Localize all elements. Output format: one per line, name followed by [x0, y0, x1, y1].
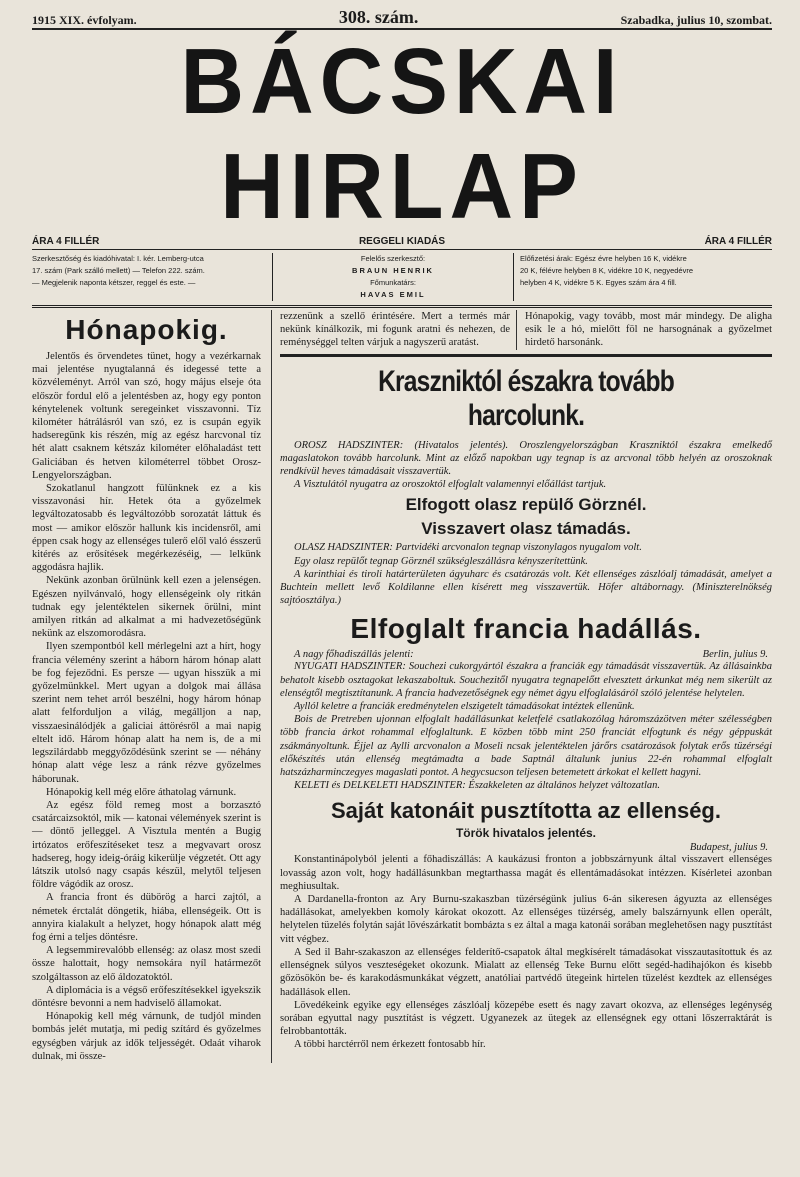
edition: REGGELI KIADÁS	[358, 236, 446, 247]
coworker-name: HAVAS EMIL	[360, 290, 426, 299]
dateline-berlin	[280, 649, 772, 660]
info-left-line: Szerkesztőség és kiadóhivatal: I. kér. Lemberg-utca	[32, 254, 204, 263]
headline-turkish: Saját katonáit pusztította az ellenség.	[331, 798, 721, 824]
editorial-paragraph: Nekünk azonban örülnünk kell ezen a jelenségen. Egészen nyilvánvaló, hogy ellenségeink oly ritkán tudnak egy jelentéktelen sikernek örülni, mint amilyen ritkán ad alkalmat a mi hadvezetőségünk nekünk az elszomorodásra.	[32, 575, 261, 640]
issue-date: Szabadka, julius 10, szombat.	[620, 13, 772, 27]
editorial-continuation	[280, 310, 772, 357]
info-right-line: Előfizetési árak: Egész évre helyben 16 K, vidékre	[520, 254, 687, 263]
left-column	[32, 310, 272, 1063]
info-right	[514, 253, 772, 301]
headline-gorz: Elfogott olasz repülő Görznél.	[405, 495, 647, 515]
article-paragraph: A Dardanella-fronton az Ary Burnu-szakaszban tüzérségünk julius 6-án sikeresen ágyuzta az ellenséges hadállásokat, amelyekben komoly károkat okozott. Az ellenséges tüzérség, amely balszárnyunk ellen operált, helytelen tüzelés folytán saját lövészárkatit bombázta s ez által a maga katonái sorában meglehetősen nagy pusztítást vitt végbez.	[280, 894, 772, 945]
top-line	[32, 6, 772, 30]
editorial-paragraph: A diplomácia is a végső erőfeszítésekkel igyekszik döntésre bevonni a nem hadviselő államokat.	[32, 984, 261, 1009]
article-paragraph: A többi harctérről nem érkezett fontosabb hír.	[294, 1039, 486, 1051]
info-right-line: helyben 4 K, vidékre 5 K. Egyes szám ára 4 fill.	[520, 278, 677, 287]
article-paragraph: NYUGATI HADSZINTER: Souchezi cukorgyártól északra a franciák egy támadását visszavertük. Az állásainkba behatolt kisebb osztagokat lekaszaboltuk. Souchezitől nyugatra tegnapelőtt elvesztett árkunkat még nem sikerült az elenségtől megtisztítanunk. A francia hadvezetőségnek egy német ágyu elfoglalásáról szóló jelentése helytelen.	[280, 661, 772, 699]
article-paragraph: A karinthiai és tiroli határterületen ágyuharc és csatározás volt. Két ellenséges zászlóalj támadását, amelyet a Buchtein mellett levő Koldilanne ellen kísérett meg visszavertük. Höfer altábornagy. (Miniszterelnökség sajtóosztálya.)	[280, 568, 772, 607]
volume: 1915 XIX. évfolyam.	[32, 13, 137, 27]
subheadline-turkish: Török hivatalos jelentés.	[455, 826, 597, 841]
article-dateline: Budapest, julius 9.	[689, 842, 768, 854]
article-paragraph: OLASZ HADSZINTER: Partvidéki arcvonalon tegnap viszonylagos nyugalom volt.	[294, 542, 642, 554]
editorial-paragraph: Szokatlanul hangzott fülünknek ez a kis visszavonási hír. Hetek óta a győzelmek legváltozatosabb és legváltozóbb sorozatát láttuk és most — amikor először hallunk kis incidensről, ami éppen csak hogy az ellenséges tulerő elől való ésszerű kitérés az erősítések megérkezéséig, — lelkünk aggodásra hajlik.	[32, 483, 261, 574]
article-dateline: Berlin, julius 9.	[702, 649, 768, 661]
article-paragraph: Egy olasz repülőt tegnap Görznél szükségleszállásra kényszerítettünk.	[294, 555, 588, 567]
issue-number: 308. szám.	[338, 7, 419, 27]
article-paragraph: A Sed il Bahr-szakaszon az ellenséges felderítő-csapatok által megkísérelt támadásokat visszautasítottuk és az ellenségnek súlyos veszteségeket okozunk. Mialatt az ellenség Teke Burnu előtt segéd-hadihajókon és kisebb gőzösökön be- és karakodásmunkákat végzett, anatóliai partvédő ütegeink hirtelen tüzelést kezdtek az ellenséges hadállások ellen.	[280, 946, 772, 998]
info-bar	[32, 250, 772, 308]
editorial-paragraph: Ilyen szempontból kell mérlegelni azt a hírt, hogy francia vélemény szerint a háborn három hónap alatt be fog fejeződni. Es persze — ugyan hisszük a mi győzelmünkkel. Mert ugyan a dolgok mai állása szerint nem tehet arról beszélni, hogy három hónap alatt felforduljon a világ, megálljon a nap, visszaesinálódjék a galiciai áttörésről a mai napig eltelt idő. Három hónap alatt ha nem is, de a mi legszilárdabb meggyőződésünk szerint se — néhány hónap alatt vége lesz a ránk rézve győzelmes háborunak.	[32, 641, 261, 785]
info-left-line: 17. szám (Park szálló mellett) — Telefon 222. szám.	[32, 266, 205, 275]
price-left: ÁRA 4 FILLÉR	[32, 236, 100, 247]
price-right: ÁRA 4 FILLÉR	[704, 236, 772, 247]
editorial-paragraph: A francia front és dübörög a harci zajtól, a németek érctalát döngetik, hiába, ellenségeik. Ott is annyira kialakult a helyzet, hogy hónapok alatt még fog érni a teljes döntésre.	[32, 892, 261, 943]
editorial-paragraph: Hónapokig kell még várnunk, de tudjól minden bombás jelét mutatja, mi pedig szítárd és győzelmes egységben várjuk az idők teljességét. Odaát viharok dulnak, mi össze-	[32, 1011, 261, 1062]
content-columns	[32, 310, 772, 1063]
article-paragraph: Ayllól keletre a franciák eredménytelen elszigetelt támadásokat intéztek ellenünk.	[294, 701, 635, 713]
dateline-budapest	[280, 842, 772, 853]
headline-french: Elfoglalt francia hadállás.	[350, 613, 702, 645]
continuation-right: Hónapokig, vagy tovább, most már mindegy. De aligha esik le a hó, mielőtt föl ne harsognának a győzelmet hirdető harsonánk.	[525, 311, 772, 349]
info-mid	[272, 253, 514, 301]
info-left	[32, 253, 272, 301]
continuation-left: rezzenünk a szellő érintésére. Mert a termés már nekünk kínálkozik, mi fogunk aratni és nehezen, de reménységgel telten várjuk a nagyszerű aratást.	[280, 311, 510, 349]
article-paragraph: A Visztulától nyugatra az oroszoktól elfoglalt valamennyi előállást tartjuk.	[294, 479, 607, 491]
right-column	[272, 310, 772, 1063]
editor-name: BRAUN HENRIK	[352, 266, 434, 275]
headline-krasznik: Kraszniktól északra tovább harcolunk.	[378, 364, 674, 432]
editorial-paragraph: Jelentős és örvendetes tünet, hogy a vezérkarnak mai jelentése nyugtalanná és idegessé tette a közvéleményt. Arról van szó, hogy május elseje óta először fordul elő a jelentésben az, hogy egy ponton kénytelenek voltunk seregeinket visszavonni. Tíz kilométer hátrálásról van szó, ez is csupán egyik hadseregünk kis részén, míg az egész harcvonal tíz hét alatt csaknem kétszáz kilométer előhaladást tett Galiciában és hetven kilométerrel többet Orosz-Lengyelországban.	[32, 351, 261, 481]
article-paragraph: Bois de Pretreben ujonnan elfoglalt hadállásunkat keletfelé csatlakozólag háromszázötven méter szélességben több francia árkot rohammal elfoglaltunk. E közben több mint 250 franciát elfogtunk és négy géppuskát zsákmányoltunk. Éjjel az Aylli arcvonalon a Moseli ncsak jelentéktelen járőrs csatározások folytak erős tüzérségi előkészítés után ellenség megtámadta a bade Saptnál általunk junius 22-én rohammal elfoglalt hatszázharminczegyes magaslati pontot. A hegycsucson teljesen betemetett árkokat el kellett hagyni.	[280, 714, 772, 779]
info-right-line: 20 K, félévre helyben 8 K, vidékre 10 K, negyedévre	[520, 266, 694, 275]
article-paragraph: Lövedékeink egyike egy ellenséges zászlóalj közepébe esett és nagy zavart okozva, az ellenséges legénység sorában egyuttal nagy pusztítást is végzett. Ugyanezek az ütegek az ellenségnek egy ottani lőszerraktárát is felrobbantották.	[280, 999, 772, 1038]
article-paragraph: OROSZ HADSZINTER: (Hivatalos jelentés). Oroszlengyelországban Kraszniktól északra emelkedő magaslatokon tovább harcolunk. Mint az előző napokban ugy tegnap is az arcvonal több helyén az oroszoknak rendkívül heves támadásait visszavertük.	[280, 439, 772, 478]
editorial-title: Hónapokig.	[65, 314, 228, 345]
article-intro: A nagy főhadiszállás jelenti:	[294, 649, 414, 661]
editorial-paragraph: Az egész föld remeg most a borzasztó csatárcaizsoktól, mik — katonai vélemények szerint is — döntő jelleggel. A Visztula mentén a Bugig irtózatos erőfeszítéseket tesz a megvavart orosz hadsereg, hogy ideig-óráig kikerülje végzetét. Ott agy látszik utolsó nagy csapás készül, melytől teljesen földre vágódik az orosz.	[32, 799, 261, 891]
info-mid-line: Főmunkatárs:	[370, 278, 416, 287]
info-mid-line: Felelős szerkesztő:	[360, 254, 426, 263]
subheadline-gorz: Visszavert olasz támadás.	[421, 519, 631, 539]
editorial-paragraph: Hónapokig kell még előre áthatolag várnunk.	[46, 786, 237, 798]
article-paragraph: Konstantinápolyból jelenti a főhadiszállás: A kaukázusi fronton a jobbszárnyunk által visszavert ellenséges lovasság azon volt, hogy hadállásunkban megtarthassa magát és ellentámadásokat intézzen. Kísérletei azonban meghiusultak.	[280, 854, 772, 892]
editorial-paragraph: A legsemmirevalóbb ellenség: az olasz most szedi össze halottait, hogy nemsokára nyíl határmezőt szolgáltasson az elő áldozatoktól.	[32, 945, 261, 983]
masthead-title: BÁCSKAI HIRLAP	[180, 29, 624, 238]
info-left-line: — Megjelenik naponta kétszer, reggel és este. —	[32, 278, 196, 287]
article-paragraph: KELETI és DELKELETI HADSZINTER: Északkeleten az általános helyzet változatlan.	[294, 780, 661, 792]
